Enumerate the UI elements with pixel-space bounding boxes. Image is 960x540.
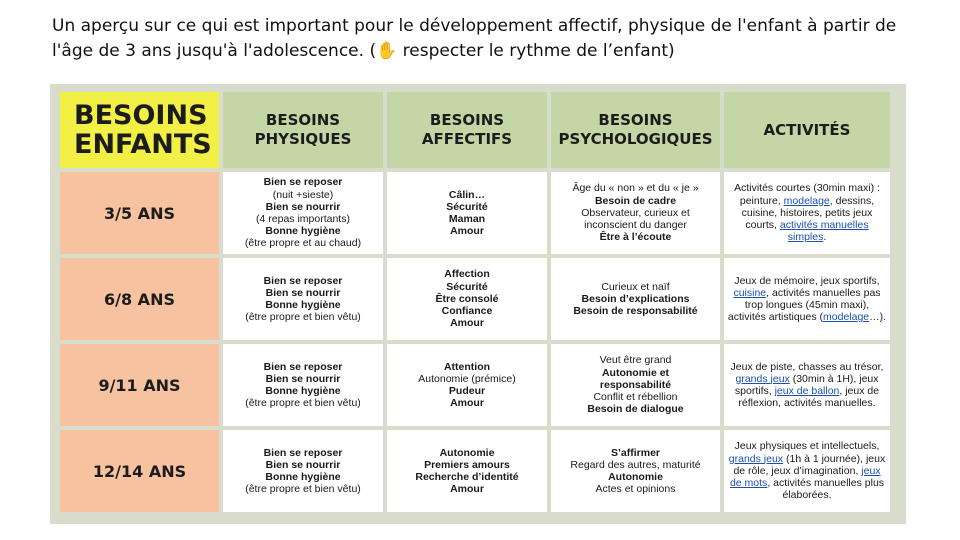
- header-besoins-psychologiques: BESOINS PSYCHOLOGIQUES: [551, 92, 720, 168]
- table-row: [60, 430, 890, 512]
- activity-text: (1h à 1 journée), jeux de rôle, jeux d’imagination,: [733, 452, 886, 477]
- activity-text: …).: [869, 311, 887, 324]
- cell-line: Attention: [443, 360, 491, 373]
- affective-needs-cell: [387, 258, 547, 340]
- physical-needs-cell: [223, 172, 383, 254]
- activity-text: , jeux de réflexion, activités manuelles.: [738, 385, 880, 410]
- header-besoins-physiques: BESOINS PHYSIQUES: [223, 92, 383, 168]
- physical-needs-cell: [223, 258, 383, 340]
- cell-line: Veut être grand: [599, 354, 672, 367]
- cell-line: (être propre et bien vêtu): [245, 311, 361, 324]
- psychological-needs-cell: [551, 344, 720, 426]
- activities-cell: [724, 172, 890, 254]
- cell-line: responsabilité: [599, 378, 672, 391]
- cell-line: Bien se reposer: [263, 274, 343, 287]
- header-activites: ACTIVITÉS: [724, 92, 890, 168]
- cell-line: Bonne hygiène: [265, 471, 341, 483]
- cell-line: Besoin de responsabilité: [573, 305, 698, 318]
- cell-line: Confiance: [441, 305, 493, 318]
- activities-cell: [724, 430, 890, 512]
- activity-link[interactable]: cuisine: [733, 286, 767, 299]
- cell-line: (être propre et bien vêtu): [245, 483, 361, 496]
- cell-line: Regard des autres, maturité: [570, 458, 701, 471]
- cell-line: Être à l’écoute: [599, 231, 672, 244]
- cell-line: Bonne hygiène: [265, 385, 341, 397]
- physical-needs-cell: [223, 344, 383, 426]
- activity-text: Jeux de piste, chasses au trésor,: [730, 360, 884, 373]
- age-cell: 3/5 ANS: [60, 172, 219, 254]
- header-besoins-affectifs: BESOINS AFFECTIFS: [387, 92, 547, 168]
- activity-text: Activités courtes (30min maxi) : peinture,: [734, 182, 880, 207]
- cell-line: Bien se reposer: [263, 446, 343, 459]
- age-cell: 9/11 ANS: [60, 344, 219, 426]
- cell-line: Besoin de cadre: [594, 194, 677, 207]
- cell-line: Bonne hygiène: [265, 225, 341, 238]
- cell-line: inconscient du danger: [584, 219, 687, 232]
- cell-line: Bien se nourrir: [265, 286, 341, 299]
- affective-needs-cell: [387, 430, 547, 512]
- needs-table: [56, 88, 894, 516]
- activity-link[interactable]: modelage: [783, 194, 830, 207]
- cell-line: (être propre et au chaud): [244, 237, 362, 250]
- activity-text: .: [823, 231, 827, 244]
- header-besoins-enfants: BESOINS ENFANTS: [60, 92, 219, 168]
- cell-line: Pudeur: [448, 385, 486, 397]
- cell-line: Autonomie: [608, 471, 663, 483]
- cell-line: S’affirmer: [610, 446, 661, 459]
- cell-line: Recherche d’identité: [415, 471, 519, 483]
- activity-link[interactable]: jeux de mots: [729, 464, 881, 490]
- psychological-needs-cell: [551, 258, 720, 340]
- cell-line: Être consolé: [435, 292, 499, 305]
- needs-table-image: [50, 84, 906, 524]
- header-row: [60, 92, 890, 168]
- slide-title: Un aperçu sur ce qui est important pour le développement affectif, physique de l'enfant à partir de l'âge de 3 ans jusqu'à l'adolescence. (✋ respecter le rythme de l’enfant): [52, 16, 897, 61]
- table-row: [60, 258, 890, 340]
- activity-link[interactable]: grands jeux: [728, 452, 784, 465]
- activity-link[interactable]: modelage: [823, 311, 870, 324]
- cell-line: Autonomie et: [601, 366, 670, 379]
- cell-line: Observateur, curieux et: [581, 206, 690, 219]
- activity-text: , activités manuelles plus élaborées.: [767, 477, 885, 502]
- cell-line: Amour: [450, 317, 484, 330]
- psychological-needs-cell: [551, 172, 720, 254]
- activity-link[interactable]: activités manuelles simples: [779, 219, 869, 244]
- cell-line: (4 repas importants): [256, 213, 350, 225]
- physical-needs-cell: [223, 430, 383, 512]
- cell-line: Bien se nourrir: [265, 200, 341, 213]
- table-row: [60, 344, 890, 426]
- table-row: [60, 172, 890, 254]
- cell-line: Âge du « non » et du « je »: [572, 182, 699, 195]
- age-cell: 12/14 ANS: [60, 430, 219, 512]
- cell-line: Bonne hygiène: [265, 299, 341, 311]
- cell-line: Besoin d’explications: [581, 292, 690, 305]
- cell-line: Curieux et naïf: [601, 280, 670, 293]
- psychological-needs-cell: [551, 430, 720, 512]
- cell-line: Affection: [444, 268, 490, 281]
- cell-line: Sécurité: [446, 200, 488, 213]
- affective-needs-cell: [387, 172, 547, 254]
- cell-line: Amour: [450, 397, 484, 410]
- cell-line: Actes et opinions: [595, 483, 676, 496]
- cell-line: Câlin…: [448, 188, 486, 201]
- cell-line: (nuit +sieste): [272, 188, 334, 201]
- cell-line: Bien se nourrir: [265, 458, 341, 471]
- cell-line: Besoin de dialogue: [587, 403, 684, 416]
- activity-text: Jeux de mémoire, jeux sportifs,: [734, 274, 880, 287]
- cell-line: Maman: [448, 213, 486, 225]
- affective-needs-cell: [387, 344, 547, 426]
- activity-link[interactable]: grands jeux: [735, 372, 790, 385]
- cell-line: Premiers amours: [424, 458, 510, 471]
- cell-line: Bien se reposer: [263, 176, 343, 189]
- cell-line: Autonomie: [439, 446, 495, 459]
- activity-text: , dessins, cuisine, histoires, petits jeux courts,: [741, 194, 875, 232]
- cell-line: Amour: [450, 225, 484, 238]
- activity-link[interactable]: jeux de ballon: [774, 385, 840, 397]
- activity-text: (30min à 1H), jeux sportifs,: [734, 372, 879, 397]
- cell-line: (être propre et bien vêtu): [245, 397, 361, 410]
- cell-line: Conflit et rébellion: [593, 391, 678, 404]
- activities-cell: [724, 258, 890, 340]
- cell-line: Bien se nourrir: [265, 372, 341, 385]
- activity-text: , activités manuelles pas trop longues (45min maxi), activités artistiques (: [727, 286, 881, 324]
- activities-cell: [724, 344, 890, 426]
- activity-text: Jeux physiques et intellectuels,: [734, 440, 880, 453]
- cell-line: Bien se reposer: [263, 360, 343, 373]
- cell-line: Autonomie (prémice): [418, 372, 516, 385]
- cell-line: Amour: [450, 483, 484, 496]
- age-cell: 6/8 ANS: [60, 258, 219, 340]
- cell-line: Sécurité: [446, 280, 488, 293]
